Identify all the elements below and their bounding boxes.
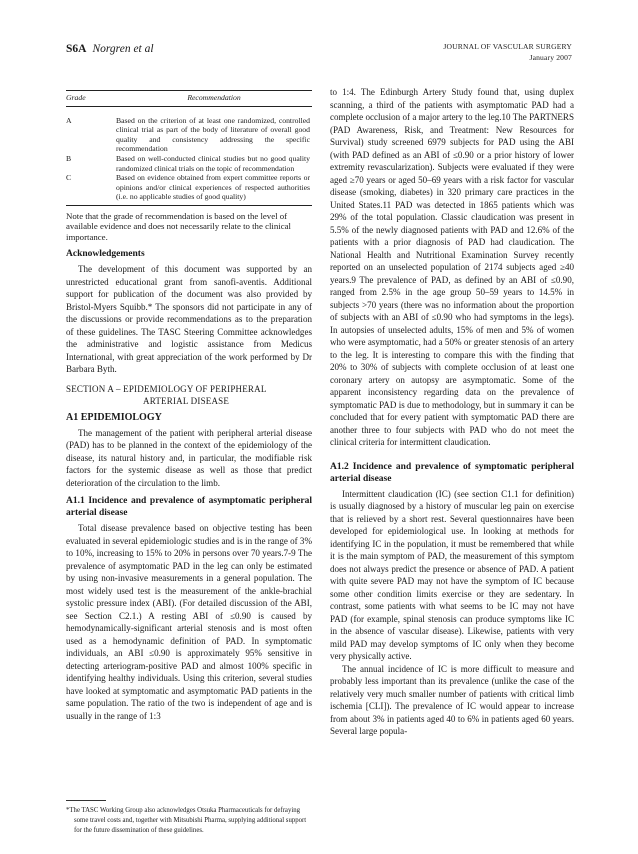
- running-header-left: [66, 43, 154, 55]
- a1-2-heading: A1.2 Incidence and prevalence of symptomatic peripheral arterial disease: [330, 461, 574, 484]
- footnote-text: *The TASC Working Group also acknowledges Otsuka Pharmaceuticals for defraying some travel costs and, together with Mitsubishi Pharma, supplying additional support for the future dissemination of these guidelines.: [66, 807, 307, 834]
- grade-table: [66, 90, 312, 206]
- recommendation-cell: Based on evidence obtained from expert committee reports or opinions and/or clinical experiences of respected authorities (i.e. no applicable studies of good quality): [116, 173, 312, 205]
- table-row: [66, 106, 312, 154]
- section-a-line-1: SECTION A – EPIDEMIOLOGY OF PERIPHERAL: [66, 383, 267, 394]
- author-line: Norgren et al: [92, 43, 154, 55]
- acknowledgements-heading: Acknowledgements: [66, 249, 145, 260]
- page-number: S6A: [66, 43, 87, 55]
- journal-name: JOURNAL OF VASCULAR SURGERY: [443, 42, 572, 51]
- left-column: [66, 86, 312, 722]
- table-row: [66, 154, 312, 173]
- body-paragraph: Intermittent claudication (IC) (see section C1.1 for definition) is usually diagnosed by a history of muscular leg pain on exercise that is relieved by a short rest. Several questionnaires have been developed for epidemiological use. In looking at methods for identifying IC in the population, it must be remembered that while it is the main symptom of PAD, the measurement of this symptom does not always predict the presence or absence of PAD. A patient with quite severe PAD may not have the symptom of IC because some other condition limits exercise or they are sedentary. In contrast, some patients with what seems to be IC may not have PAD (for example, spinal stenosis can produce symptoms like IC in the absence of vascular disease). Likewise, patients with very mild PAD may develop symptoms of IC only when they become very physically active.: [330, 488, 574, 661]
- right-column: [330, 86, 574, 738]
- grade-cell: B: [66, 153, 72, 163]
- footnote-rule: [66, 800, 106, 801]
- footnote: [66, 800, 312, 835]
- section-a-line-2: ARTERIAL DISEASE: [143, 395, 230, 406]
- body-paragraph: to 1:4. The Edinburgh Artery Study found that, using duplex scanning, a third of the patients with asymptomatic PAD had a complete occlusion of a major artery to the leg.10 The PARTNERS (PAD Awareness, Risk, and Treatment: New Resources for Survival) study screened 6979 subjects for PAD using the ABI (with PAD defined as an ABI of ≤0.90 or a prior history of lower extremity revascularization). Subjects were evaluated if they were aged ≥70 years or aged 50–69 years with a risk factor for vascular disease (smoking, diabetes) in 320 primary care practices in the United States.11 PAD was detected in 1865 patients which was 29% of the total population. Classic claudication was present in 5.5% of the newly diagnosed patients with PAD and 12.6% of the patients with a prior diagnosis of PAD had claudication. The National Health and Nutritional Examination Survey recently reported on an unselected population of 2174 subjects aged ≥40 years.9 The prevalence of PAD, as defined by an ABI of ≤0.90, ranged from 2.5% in the age group 50–59 years to 14.5% in subjects >70 years (there was no information about the proportion of subjects with an ABI of ≤0.90 who had symptoms in the legs). In autopsies of unselected adults, 15% of men and 5% of women who were asymptomatic, had a 50% or greater stenosis of an artery to the leg. It is interesting to compare this with the finding that 20% to 30% of subjects with complete occlusion of at least one coronary artery on autopsy are asymptomatic. Some of the apparent inconsistency regarding data on the prevalence of symptomatic PAD is due to methodology, but in summary it can be concluded that for every patient with symptomatic PAD there are another three to four subjects with PAD who do not meet the clinical criteria for intermittent claudication.: [330, 87, 574, 447]
- table-row: [66, 173, 312, 205]
- grade-cell: C: [66, 173, 116, 205]
- table-note: Note that the grade of recommendation is based on the level of available evidence and does not necessarily relate to the clinical importance.: [66, 210, 291, 242]
- acknowledgements-paragraph: The development of this document was supported by an unrestricted educational grant from sanofi-aventis. Additional support for publication of the document was also provided by Bristol-Myers Squibb.* The sponsors did not participate in any of the discussions or provide recommendations as to the preparation of these guidelines. The TASC Steering Committee acknowledges the administrative and logistic assistance from Medicus International, with great appreciation of the work performed by Dr Barbara Byth.: [66, 264, 312, 375]
- a1-1-paragraph: Total disease prevalence based on objective testing has been evaluated in several epidemiologic studies and is in the range of 3% to 10%, increasing to 15% to 20% in persons over 70 years.7-9 The prevalence of asymptomatic PAD in the leg can only be estimated by using non-invasive measurements in a general population. The most widely used test is the measurement of the ankle-brachial systolic pressure index (ABI). (For detailed discussion of the ABI, see Section C2.1.) A resting ABI of ≤0.90 is caused by hemodynamically-significant arterial stenosis and is most often used as a hemodynamic definition of PAD. In symptomatic individuals, an ABI ≤0.90 is approximately 95% sensitive in detecting arteriogram-positive PAD and almost 100% specific in identifying healthy individuals. Using this criterion, several studies have looked at symptomatic and asymptomatic PAD patients in the same population. The ratio of the two is independent of age and is usually in the range of 1:3: [66, 523, 312, 721]
- running-header-right: [443, 42, 572, 63]
- recommendation-cell: Based on well-conducted clinical studies but no good quality randomized clinical trials on the topic of recommendation: [116, 153, 310, 173]
- grade-cell: A: [66, 115, 72, 125]
- issue-date: January 2007: [529, 52, 572, 62]
- body-paragraph: The annual incidence of IC is more difficult to measure and probably less important than its prevalence (unlike the case of the relatively very much smaller number of patients with critical limb ischemia [CLI]). The prevalence of IC would appear to increase from about 3% in patients aged 40 to 6% in patients aged 60 years. Several large popula-: [330, 663, 574, 736]
- a1-paragraph: The management of the patient with peripheral arterial disease (PAD) has to be planned in the context of the epidemiology of the disease, its natural history and, in particular, the modifiable risk factors for the systemic disease as well as those that predict deterioration of the circulation to the limb.: [66, 427, 312, 488]
- grade-column-header: Grade: [66, 91, 116, 107]
- recommendation-cell: Based on the criterion of at least one randomized, controlled clinical trial as part of the body of literature of overall good quality and consistency addressing the specific recommendation: [116, 115, 310, 154]
- a1-heading: A1 EPIDEMIOLOGY: [66, 411, 162, 423]
- section-a-heading: [66, 383, 312, 407]
- a1-1-heading: A1.1 Incidence and prevalence of asymptomatic peripheral arterial disease: [66, 496, 312, 519]
- recommendation-column-header: Recommendation: [116, 91, 312, 107]
